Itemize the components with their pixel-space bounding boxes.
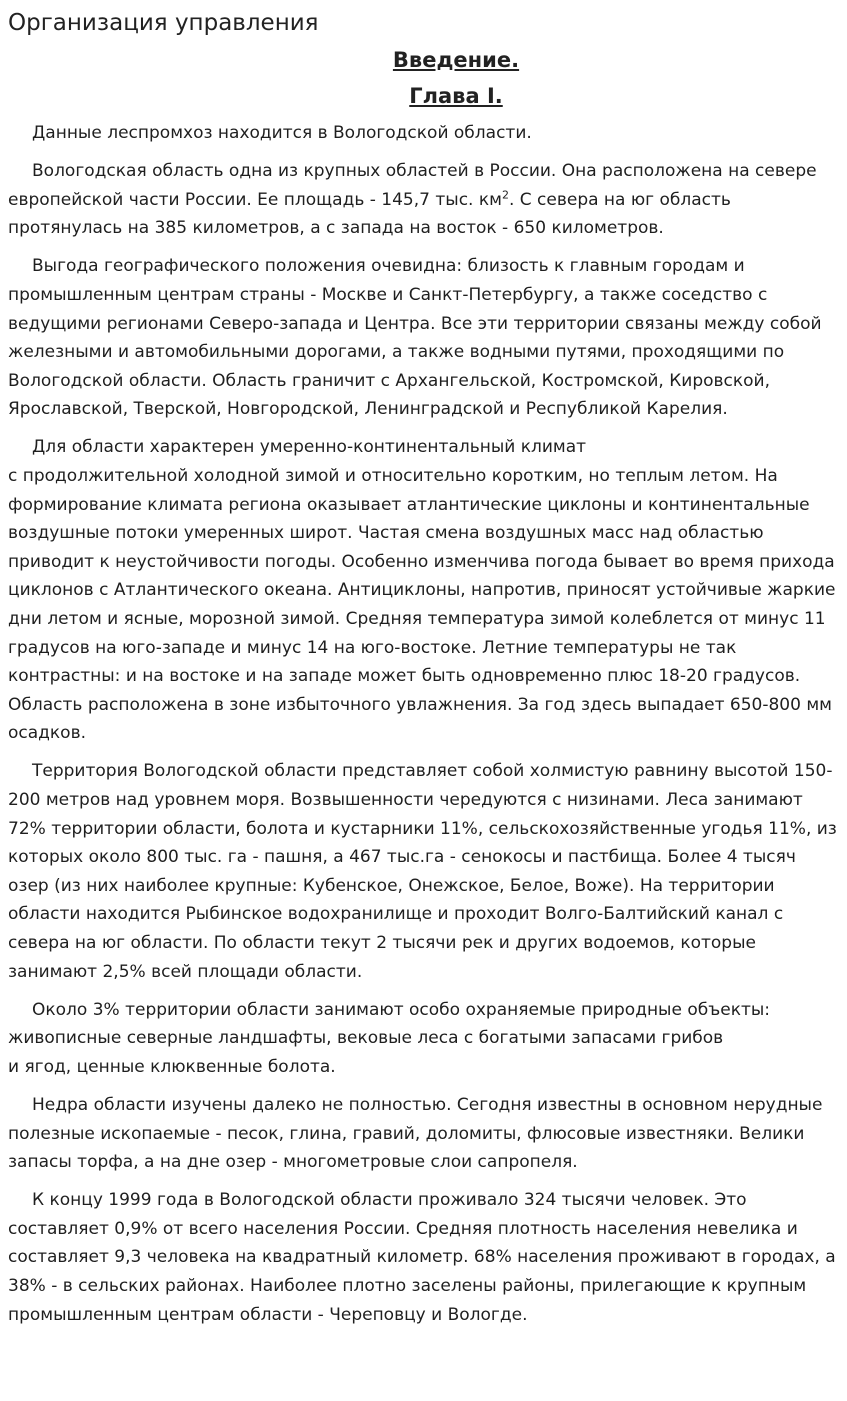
heading-chapter: Глава I. <box>409 84 503 108</box>
paragraph-climate <box>8 433 839 748</box>
paragraph-protected-end: и ягод, ценные клюквенные болота. <box>8 1056 336 1077</box>
document-title: Организация управления <box>8 10 319 36</box>
document-page <box>0 8 847 1329</box>
paragraph-protected-intro: Около 3% территории области занимают особо охраняемые природные объекты: живописные северные ландшафты, вековые леса с богатыми запасами грибов <box>8 999 771 1049</box>
paragraph-protected-areas <box>8 996 839 1082</box>
paragraph-climate-intro: Для области характерен умеренно-континентальный климат <box>32 437 587 458</box>
paragraph-region-continuation: . С севера на юг область протянулась на 385 километров, а с запада на восток - 650 километров. <box>8 189 731 239</box>
paragraph-population: К концу 1999 года в Вологодской области проживало 324 тысячи человек. Это составляет 0,9% от всего населения России. Средняя плотность населения невелика и составляет 9,3 человека на квадратный километр. 68% населения проживают в городах, а 38% - в сельских районах. Наиболее плотно заселены районы, прилегающие к крупным промышленным центрам области - Череповцу и Вологде. <box>8 1190 836 1325</box>
heading-introduction: Введение. <box>392 48 520 72</box>
paragraph-region-text: Вологодская область одна из крупных областей в России. Она расположена на севере европейской части России. Ее площадь - 145,7 тыс. км <box>8 161 817 210</box>
paragraph-resources: Недра области изучены далеко не полностью. Сегодня известны в основном нерудные полезные ископаемые - песок, глина, гравий, доломиты, флюсовые известняки. Велики запасы торфа, а на дне озер - многометровые слои сапропеля. <box>8 1095 823 1173</box>
paragraph-region <box>8 157 839 243</box>
paragraph-enterprise: Данные леспромхоз находится в Вологодской области. <box>32 123 532 143</box>
paragraph-territory: Территория Вологодской области представляет собой холмистую равнину высотой 150-200 метров над уровнем моря. Возвышенности чередуются с низинами. Леса занимают 72% территории области, болота и кустарники 11%, сельскохозяйственные угодья 11%, из которых около 800 тыс. га - пашня, а 467 тыс.га - сенокосы и пастбища. Более 4 тысяч озер (из них наиболее крупные: Кубенское, Онежское, Белое, Воже). На территории области находится Рыбинское водохранилище и проходит Волго-Балтийский канал с севера на юг области. По области текут 2 тысячи рек и других водоемов, которые занимают 2,5% всей площади области. <box>8 761 837 982</box>
paragraph-climate-text: с продолжительной холодной зимой и относительно коротким, но теплым летом. На формирование климата региона оказывает атлантические циклоны и континентальные воздушные потоки умеренных широт. Частая смена воздушных масс над областью приводит к неустойчивости погоды. Особенно изменчива погода бывает во время прихода циклонов с Атлантического океана. Антициклоны, напротив, приносят устойчивые жаркие дни летом и ясные, морозной зимой. Средняя температура зимой колеблется от минус 11 градусов на юго-западе и минус 14 на юго-востоке. Летние температуры не так контрастны: и на востоке и на западе может быть одновременно плюс 18-20 градусов. Область расположена в зоне избыточного увлажнения. За год здесь выпадает 650-800 мм осадков. <box>8 466 836 744</box>
area-superscript: 2 <box>501 188 509 202</box>
paragraph-geography: Выгода географического положения очевидна: близость к главным городам и промышленным центрам страны - Москве и Санкт-Петербургу, а также соседство с ведущими регионами Северо-запада и Центра. Все эти территории связаны между собой железными и автомобильными дорогами, а также водными путями, проходящими по Вологодской области. Область граничит с Архангельской, Костромской, Кировской, Ярославской, Тверской, Новгородской, Ленинградской и Республикой Карелия. <box>8 256 822 420</box>
